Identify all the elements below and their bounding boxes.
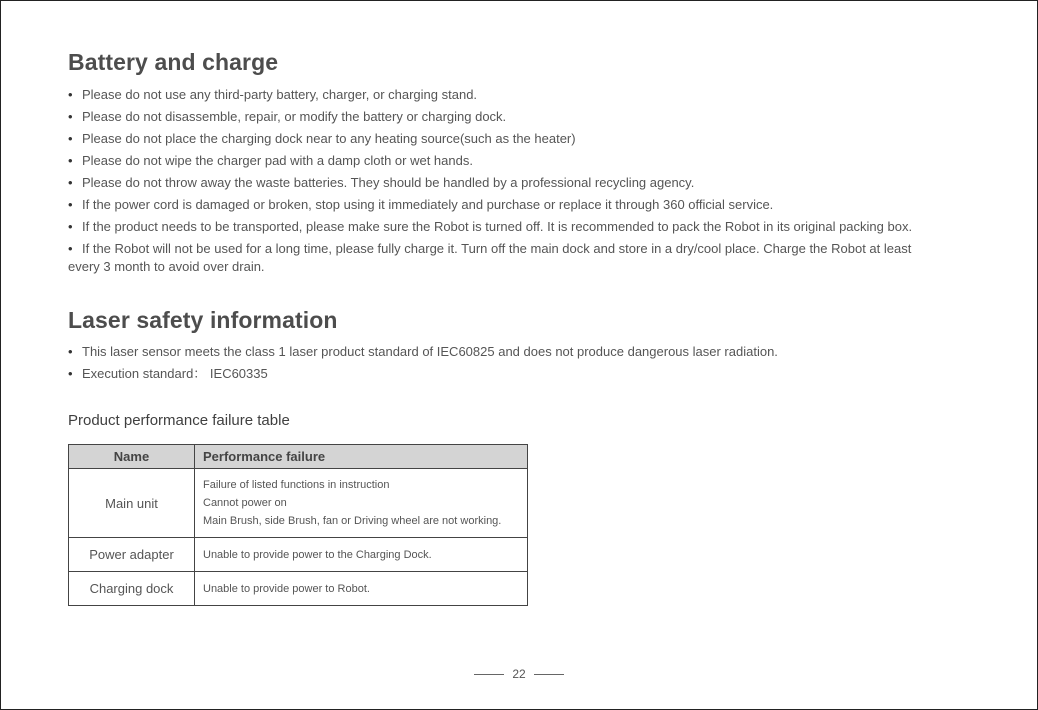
list-item: • Execution standard： IEC60335 <box>68 366 268 381</box>
table-title: Product performance failure table <box>68 412 290 429</box>
page-footer <box>0 667 1038 681</box>
table-row <box>69 469 528 538</box>
failure-line: Failure of listed functions in instruction <box>203 479 390 491</box>
list-item: • Please do not wipe the charger pad with a damp cloth or wet hands. <box>68 153 473 168</box>
bullet-icon: • <box>68 131 73 146</box>
list-item: • Please do not throw away the waste batteries. They should be handled by a professional recycling agency. <box>68 175 695 190</box>
table-header-row <box>69 445 528 469</box>
column-header-performance: Performance failure <box>195 445 528 469</box>
bullet-icon: • <box>68 197 73 212</box>
row-name: Power adapter <box>69 538 195 572</box>
laser-section-title: Laser safety information <box>68 307 338 333</box>
bullet-icon: • <box>68 153 73 168</box>
list-item: • If the power cord is damaged or broken, stop using it immediately and purchase or replace it through 360 official service. <box>68 197 774 212</box>
row-name: Charging dock <box>69 572 195 606</box>
list-item: • If the Robot will not be used for a long time, please fully charge it. Turn off the main dock and store in a dry/cool place. Charge the Robot at least every 3 month to avoid over drain. <box>68 241 912 274</box>
failure-line: Cannot power on <box>203 497 287 509</box>
bullet-icon: • <box>68 219 73 234</box>
row-name: Main unit <box>69 469 195 538</box>
bullet-icon: • <box>68 175 73 190</box>
laser-list <box>68 343 918 387</box>
bullet-icon: • <box>68 344 73 359</box>
list-item: • Please do not place the charging dock near to any heating source(such as the heater) <box>68 131 576 146</box>
table-row <box>69 538 528 572</box>
list-item: • Please do not use any third-party battery, charger, or charging stand. <box>68 87 478 102</box>
page-number: 22 <box>512 667 526 681</box>
footer-rule-left <box>474 674 504 675</box>
bullet-icon: • <box>68 241 73 256</box>
list-item: • If the product needs to be transported, please make sure the Robot is turned off. It is recommended to pack the Robot in its original packing box. <box>68 219 913 234</box>
list-item: • Please do not disassemble, repair, or modify the battery or charging dock. <box>68 109 507 124</box>
failure-line: Main Brush, side Brush, fan or Driving wheel are not working. <box>203 515 502 527</box>
footer-rule-right <box>534 674 564 675</box>
list-item: • This laser sensor meets the class 1 laser product standard of IEC60825 and does not produce dangerous laser radiation. <box>68 344 778 359</box>
bullet-icon: • <box>68 366 73 381</box>
table-row <box>69 572 528 606</box>
battery-list <box>68 86 918 280</box>
column-header-name: Name <box>69 445 195 469</box>
row-failures <box>195 538 528 572</box>
battery-section-title: Battery and charge <box>68 49 279 75</box>
failure-line: Unable to provide power to Robot. <box>203 582 370 595</box>
row-failures <box>195 469 528 538</box>
failure-table <box>68 444 528 606</box>
bullet-icon: • <box>68 109 73 124</box>
row-failures <box>195 572 528 606</box>
bullet-icon: • <box>68 87 73 102</box>
failure-line: Unable to provide power to the Charging Dock. <box>203 548 432 561</box>
